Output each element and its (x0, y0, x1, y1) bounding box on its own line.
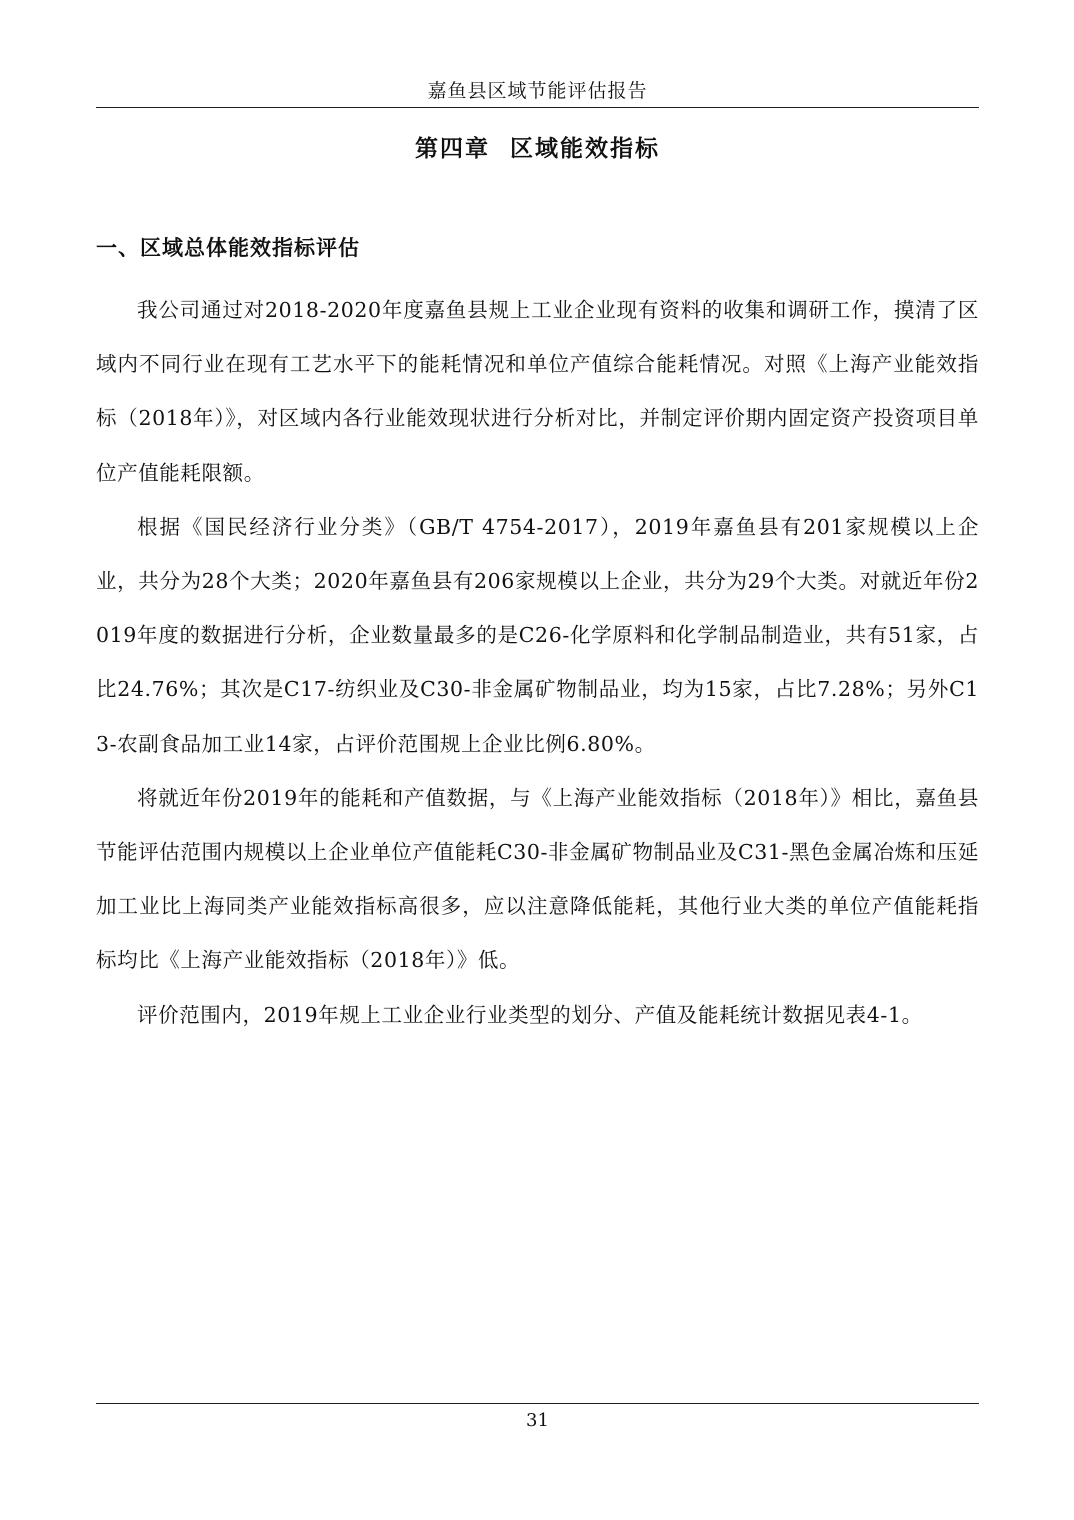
chapter-title: 第四章 区域能效指标 (414, 136, 660, 162)
header-rule (96, 107, 979, 108)
body-text (96, 283, 979, 1042)
section-heading: 一、区域总体能效指标评估 (96, 236, 360, 260)
running-header: 嘉鱼县区域节能评估报告 (427, 80, 648, 102)
paragraph-data-collection: 我公司通过对2018-2020年度嘉鱼县规上工业企业现有资料的收集和调研工作，摸清了区域内不同行业在现有工艺水平下的能耗情况和单位产值综合能耗情况。对照《上海产业能效指标（2018年）》，对区域内各行业能效现状进行分析对比，并制定评价期内固定资产投资项目单位产值能耗限额。 (96, 298, 979, 485)
paragraph-energy-comparison: 将就近年份2019年的能耗和产值数据，与《上海产业能效指标（2018年）》相比，嘉鱼县节能评估范围内规模以上企业单位产值能耗C30-非金属矿物制品业及C31-黑色金属冶炼和压延加工业比上海同类产业能效指标高很多，应以注意降低能耗，其他行业大类的单位产值能耗指标均比《上海产业能效指标（2018年）》低。 (96, 785, 979, 973)
footer-rule (96, 1403, 979, 1404)
paragraph-industry-classification: 根据《国民经济行业分类》（GB/T 4754-2017），2019年嘉鱼县有201家规模以上企业，共分为28个大类；2020年嘉鱼县有206家规模以上企业，共分为29个大类。对就近年份2019年度的数据进行分析，企业数量最多的是C26-化学原料和化学制品制造业，共有51家，占比24.76%；其次是C17-纺织业及C30-非金属矿物制品业，均为15家，占比7.28%；另外C13-农副食品加工业14家，占评价范围规上企业比例6.80%。 (96, 514, 979, 756)
page-number: 31 (526, 1410, 549, 1431)
paragraph-table-reference: 评价范围内，2019年规上工业企业行业类型的划分、产值及能耗统计数据见表4-1。 (137, 1002, 923, 1027)
